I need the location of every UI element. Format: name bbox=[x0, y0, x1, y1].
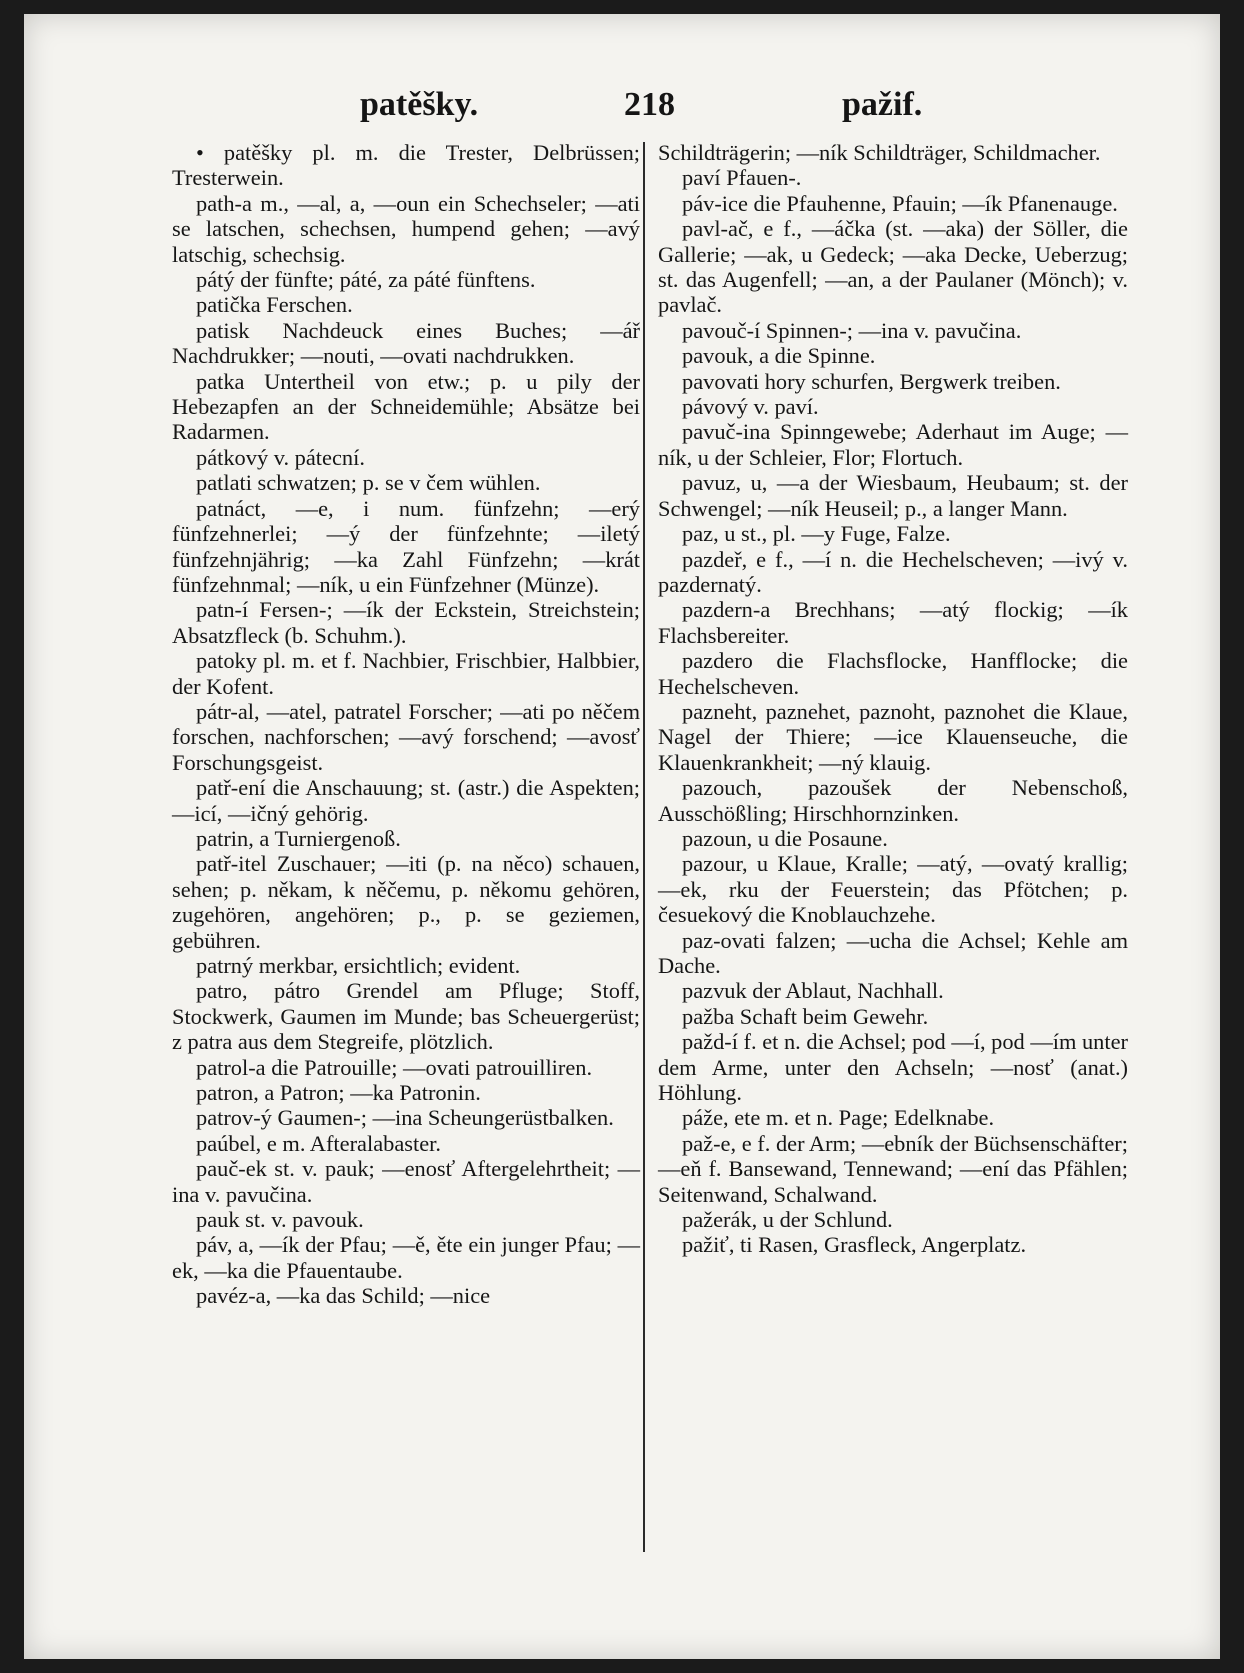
dictionary-entry: patrin, a Turniergenoß. bbox=[196, 825, 401, 851]
dictionary-entry: pavéz-a, —ka das Schild; —nice bbox=[196, 1283, 491, 1309]
dictionary-entry: pavuč-ina Spinngewebe; Aderhaut im Auge; —ník, u der Schleier, Flor; Flortuch. bbox=[658, 419, 1128, 470]
dictionary-entry: pazour, u Klaue, Kralle; —atý, —ovatý krallig; —ek, rku der Feuerstein; das Pfötchen; p. česuekový die Knoblauchzehe. bbox=[658, 851, 1128, 928]
dictionary-entry: patoky pl. m. et f. Nachbier, Frischbier, Halbbier, der Kofent. bbox=[172, 648, 640, 699]
page-header bbox=[24, 82, 1220, 132]
header-right-catchword: pažif. bbox=[842, 86, 923, 123]
dictionary-entry: pauč-ek st. v. pauk; —enosť Aftergelehrtheit; —ina v. pavučina. bbox=[172, 1156, 640, 1207]
dictionary-entry: patrol-a die Patrouille; —ovati patrouilliren. bbox=[196, 1054, 593, 1080]
dictionary-entry: path-a m., —al, a, —oun ein Schechseler; —ati se latschen, schechsen, humpend gehen; —avý latschig, schechsig. bbox=[172, 190, 640, 267]
dictionary-entry: pažd-í f. et n. die Achsel; pod —í, pod —ím unter dem Arme, unter den Achseln; —nosť (anat.) Höhlung. bbox=[658, 1029, 1128, 1106]
dictionary-entry: pávový v. paví. bbox=[682, 394, 819, 420]
dictionary-entry: páv, a, —ík der Pfau; —ě, ěte ein junger Pfau; —ek, —ka die Pfauentaube. bbox=[172, 1232, 640, 1283]
dictionary-entry: patro, pátro Grendel am Pfluge; Stoff, Stockwerk, Gaumen im Munde; bas Scheuergerüst; z patra aus dem Stegreife, plötzlich. bbox=[172, 978, 640, 1055]
dictionary-entry: pavouč-í Spinnen-; —ina v. pavučina. bbox=[682, 317, 1022, 343]
dictionary-entry: pazouch, pazoušek der Nebenschoß, Ausschößling; Hirschhornzinken. bbox=[658, 775, 1128, 826]
dictionary-entry: pavl-ač, e f., —áčka (st. —aka) der Söller, die Gallerie; —ak, u Gedeck; —aka Decke, Ueberzug; st. das Augenfell; —an, a der Paulaner (Mönch); v. pavlač. bbox=[658, 216, 1128, 318]
dictionary-entry: patnáct, —e, i num. fünfzehn; —erý fünfzehnerlei; —ý der fünfzehnte; —iletý fünfzehnjährig; —ka Zahl Fünfzehn; —krát fünfzehnmal; —ník, u ein Fünfzehner (Münze). bbox=[172, 495, 640, 597]
dictionary-entry: patka Untertheil von etw.; p. u pily der Hebezapfen an der Schneidemühle; Absätze bei Radarmen. bbox=[172, 368, 640, 445]
dictionary-entry: patř-ení die Anschauung; st. (astr.) die Aspekten; —icí, —ičný gehörig. bbox=[172, 775, 640, 826]
dictionary-entry: paúbel, e m. Afteralabaster. bbox=[196, 1130, 441, 1156]
dictionary-entry: patron, a Patron; —ka Patronin. bbox=[196, 1080, 481, 1106]
dictionary-entry: pažerák, u der Schlund. bbox=[682, 1207, 893, 1233]
page-number: 218 bbox=[624, 86, 675, 123]
dictionary-entry: pátkový v. pátecní. bbox=[196, 444, 365, 470]
dictionary-entry: paví Pfauen-. bbox=[682, 165, 802, 191]
dictionary-entry: páže, ete m. et n. Page; Edelknabe. bbox=[682, 1105, 995, 1131]
dictionary-entry: paž-e, e f. der Arm; —ebník der Büchsenschäfter; —eň f. Bansewand, Tennewand; —ení das Pfählen; Seitenwand, Schalwand. bbox=[658, 1130, 1128, 1207]
dictionary-entry: pazneht, paznehet, paznoht, paznohet die Klaue, Nagel der Thiere; —ice Klauenseuche, die Klauenkrankheit; —ný klauig. bbox=[658, 698, 1128, 775]
dictionary-entry: pažba Schaft beim Gewehr. bbox=[682, 1003, 929, 1029]
dictionary-entry: pazdeř, e f., —í n. die Hechelscheven; —ivý v. pazdernatý. bbox=[658, 546, 1128, 597]
dictionary-entry: páv-ice die Pfauhenne, Pfauin; —ík Pfanenauge. bbox=[682, 190, 1118, 216]
dictionary-entry: pavouk, a die Spinne. bbox=[682, 343, 876, 369]
dictionary-entry: pátr-al, —atel, patratel Forscher; —ati po něčem forschen, nachforschen; —avý forschend; —avosť Forschungsgeist. bbox=[172, 698, 640, 775]
dictionary-entry: patlati schwatzen; p. se v čem wühlen. bbox=[196, 470, 541, 496]
dictionary-entry: pavuz, u, —a der Wiesbaum, Heubaum; st. der Schwengel; —ník Heuseil; p., a langer Mann. bbox=[658, 470, 1128, 521]
dictionary-entry: patrov-ý Gaumen-; —ina Scheungerüstbalken. bbox=[196, 1105, 614, 1131]
dictionary-entry: patička Ferschen. bbox=[196, 292, 353, 318]
dictionary-entry: paz-ovati falzen; —ucha die Achsel; Kehle am Dache. bbox=[658, 927, 1128, 978]
dictionary-entry: pazvuk der Ablaut, Nachhall. bbox=[682, 978, 944, 1004]
left-column bbox=[172, 140, 640, 1309]
dictionary-entry: pazdero die Flachsflocke, Hanfflocke; die Hechelscheven. bbox=[658, 648, 1128, 699]
dictionary-page bbox=[24, 14, 1220, 1659]
dictionary-entry: pažiť, ti Rasen, Grasfleck, Angerplatz. bbox=[682, 1232, 1027, 1258]
dictionary-entry: Schildträgerin; —ník Schildträger, Schildmacher. bbox=[658, 140, 1101, 165]
dictionary-entry: patisk Nachdeuck eines Buches; —ář Nachdrukker; —nouti, —ovati nachdrukken. bbox=[172, 317, 640, 369]
dictionary-entry: patn-í Fersen-; —ík der Eckstein, Streichstein; Absatzfleck (b. Schuhm.). bbox=[172, 597, 640, 648]
column-divider bbox=[643, 142, 645, 1552]
dictionary-entry: pavovati hory schurfen, Bergwerk treiben. bbox=[682, 368, 1061, 394]
header-left-catchword: patěšky. bbox=[360, 86, 479, 123]
dictionary-entry: patrný merkbar, ersichtlich; evident. bbox=[196, 953, 521, 978]
dictionary-entry: patř-itel Zuschauer; —iti (p. na něco) schauen, sehen; p. někam, k něčemu, p. někomu gehören, zugehören, angehören; p., p. se geziemen, gebühren. bbox=[172, 851, 640, 953]
dictionary-entry: paz, u st., pl. —y Fuge, Falze. bbox=[682, 521, 951, 547]
dictionary-entry: • patěšky pl. m. die Trester, Delbrüssen; Tresterwein. bbox=[172, 140, 640, 191]
right-column bbox=[658, 140, 1128, 1258]
dictionary-entry: pazoun, u die Posaune. bbox=[682, 825, 888, 851]
dictionary-entry: pauk st. v. pavouk. bbox=[196, 1207, 364, 1233]
dictionary-entry: pazdern-a Brechhans; —atý flockig; —ík Flachsbereiter. bbox=[658, 597, 1128, 648]
dictionary-entry: pátý der fünfte; páté, za páté fünftens. bbox=[196, 267, 536, 293]
